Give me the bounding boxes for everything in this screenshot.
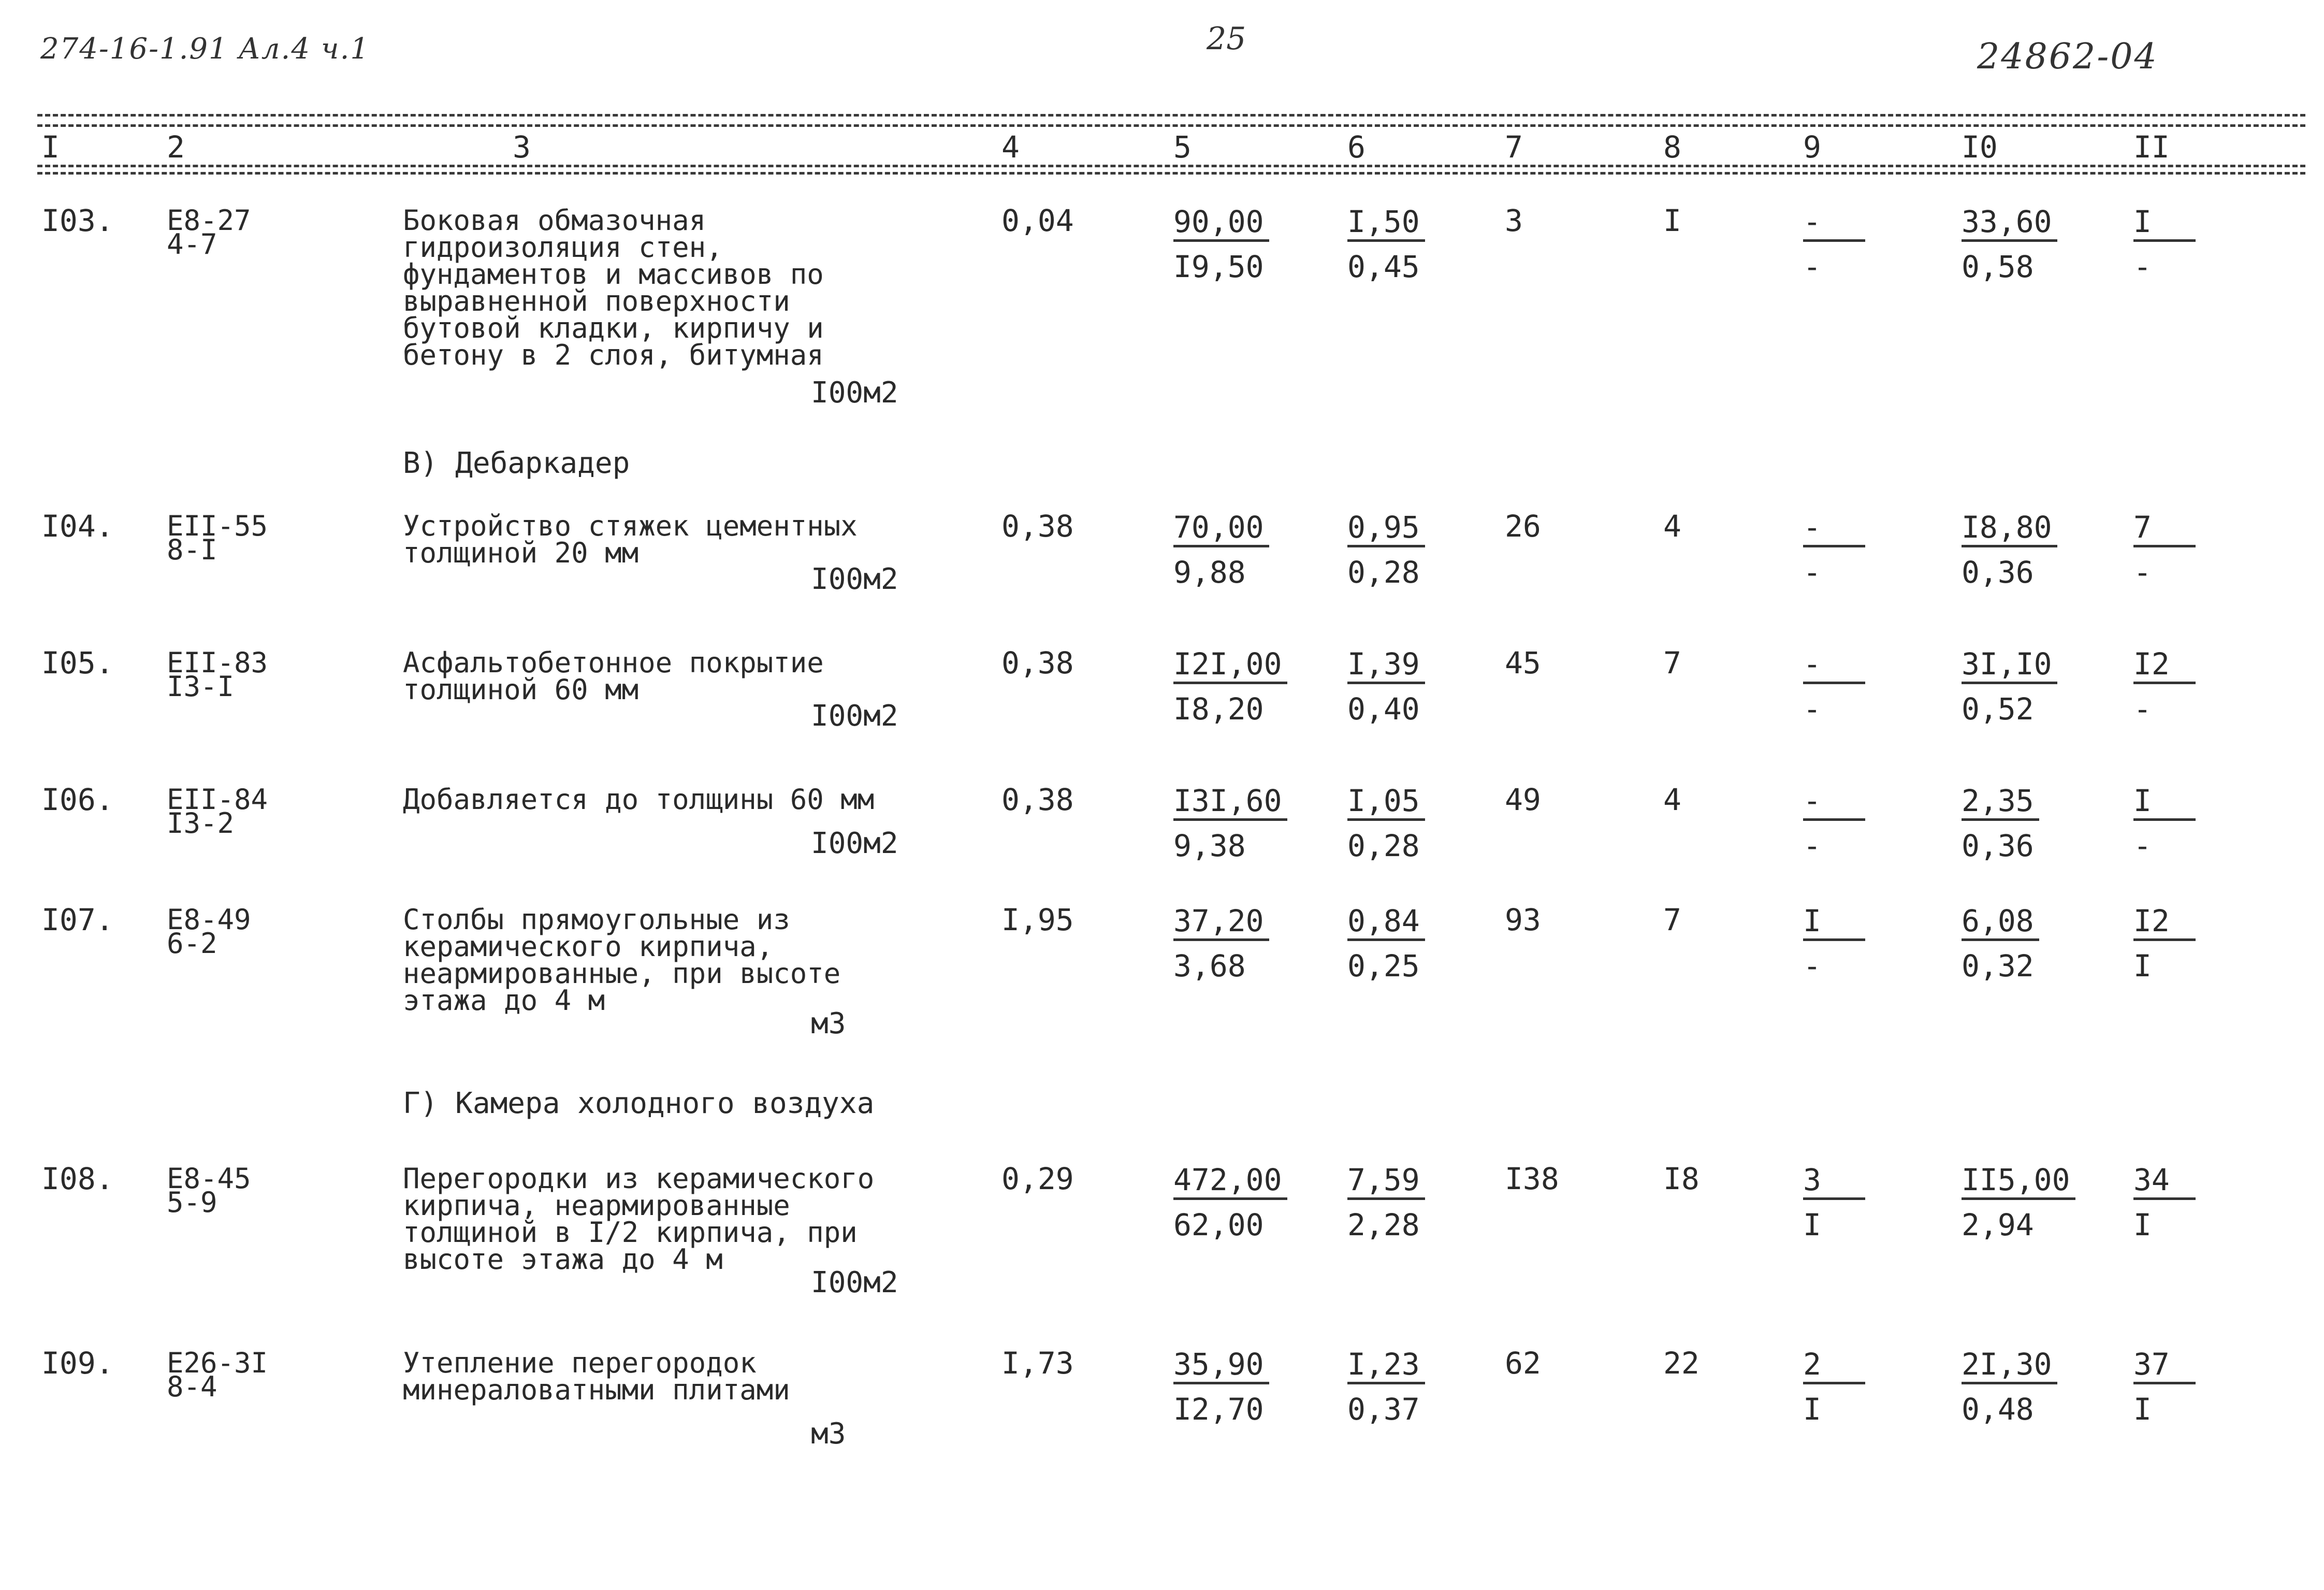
column-8-value: 7 bbox=[1663, 902, 1681, 937]
cost-fraction: I - bbox=[2133, 206, 2196, 282]
row-number: I06. bbox=[41, 782, 114, 817]
unit-of-measure: м3 bbox=[811, 1007, 846, 1040]
column-header-5: 5 bbox=[1173, 129, 1192, 165]
column-7-value: I38 bbox=[1505, 1161, 1559, 1196]
column-header-7: 7 bbox=[1505, 129, 1523, 165]
row-number: I09. bbox=[41, 1346, 114, 1381]
column-header-2: 2 bbox=[167, 129, 185, 165]
rate-code: EII-83 bbox=[167, 646, 268, 679]
rate-code: E8-27 bbox=[167, 204, 251, 237]
work-description: Боковая обмазочная гидроизоляция стен, фундаментов и массивов по выравненной поверхности бутовой кладки, кирпичу и бетону в 2 слоя, битумная bbox=[403, 204, 824, 371]
work-description: Утепление перегородок минераловатными плитами bbox=[403, 1347, 790, 1406]
quantity: 0,38 bbox=[1001, 645, 1074, 681]
cost-fraction: $\frac{3}{I}$ bbox=[1803, 1164, 1865, 1240]
column-8-value: 4 bbox=[1663, 782, 1681, 817]
rate-code: E8-49 bbox=[167, 903, 251, 936]
unit-of-measure: I00м2 bbox=[811, 1266, 898, 1299]
rate-code-suffix: 4-7 bbox=[167, 228, 217, 261]
column-8-value: 22 bbox=[1663, 1346, 1700, 1381]
cost-fraction: $\frac{37}{I}$ bbox=[2133, 1349, 2196, 1425]
column-8-value: I bbox=[1663, 203, 1681, 238]
column-7-value: 3 bbox=[1505, 203, 1523, 238]
cost-fraction: $\frac{34}{I}$ bbox=[2133, 1164, 2196, 1240]
cost-fraction: $\frac{70,00}{9,88}$ bbox=[1173, 512, 1269, 588]
row-number: I07. bbox=[41, 902, 114, 937]
cost-fraction: $\frac{2I,30}{0,48}$ bbox=[1962, 1349, 2057, 1425]
column-8-value: 7 bbox=[1663, 645, 1681, 681]
cost-fraction: $\frac{II5,00}{2,94}$ bbox=[1962, 1164, 2075, 1240]
cost-fraction: $\frac{I3I,60}{9,38}$ bbox=[1173, 785, 1287, 861]
quantity: I,73 bbox=[1001, 1346, 1074, 1381]
cost-fraction: $\frac{2}{I}$ bbox=[1803, 1349, 1865, 1425]
unit-of-measure: I00м2 bbox=[811, 699, 898, 733]
cost-fraction: $\frac{2,35}{0,36}$ bbox=[1962, 785, 2039, 861]
rate-code-suffix: 8-4 bbox=[167, 1370, 217, 1403]
column-header-8: 8 bbox=[1663, 129, 1681, 165]
column-7-value: 45 bbox=[1505, 645, 1541, 681]
table-top-rule-offset bbox=[37, 124, 2305, 127]
cost-fraction: - - bbox=[1803, 206, 1865, 282]
rate-code-suffix: 8-I bbox=[167, 533, 217, 566]
table-header-rule bbox=[37, 165, 2305, 167]
cost-fraction: $\frac{0,95}{0,28}$ bbox=[1347, 512, 1425, 588]
work-description: Асфальтобетонное покрытие толщиной 60 мм bbox=[403, 646, 824, 706]
cost-fraction: $\frac{472,00}{62,00}$ bbox=[1173, 1164, 1287, 1240]
quantity: I,95 bbox=[1001, 902, 1074, 937]
cost-fraction: $\frac{I,50}{0,45}$ bbox=[1347, 206, 1425, 282]
cost-fraction: $\frac{I,05}{0,28}$ bbox=[1347, 785, 1425, 861]
handwritten-reference: 274-16-1.91 Ал.4 ч.1 bbox=[40, 32, 370, 66]
unit-of-measure: I00м2 bbox=[811, 827, 898, 860]
cost-fraction: $\frac{37,20}{3,68}$ bbox=[1173, 905, 1269, 981]
work-description: Устройство стяжек цементных толщиной 20 мм bbox=[403, 510, 858, 569]
column-7-value: 93 bbox=[1505, 902, 1541, 937]
column-header-4: 4 bbox=[1001, 129, 1020, 165]
cost-fraction: $\frac{I,23}{0,37}$ bbox=[1347, 1349, 1425, 1425]
cost-fraction: - - bbox=[1803, 512, 1865, 588]
quantity: 0,38 bbox=[1001, 782, 1074, 817]
cost-fraction: $\frac{7,59}{2,28}$ bbox=[1347, 1164, 1425, 1240]
unit-of-measure: I00м2 bbox=[811, 376, 898, 410]
column-header-1: I bbox=[41, 129, 60, 165]
cost-fraction: - - bbox=[1803, 648, 1865, 725]
unit-of-measure: м3 bbox=[811, 1417, 846, 1451]
cost-fraction: I2 - bbox=[2133, 648, 2196, 725]
cost-fraction: $\frac{33,60}{0,58}$ bbox=[1962, 206, 2057, 282]
cost-fraction: I - bbox=[2133, 785, 2196, 861]
column-7-value: 62 bbox=[1505, 1346, 1541, 1381]
quantity: 0,38 bbox=[1001, 509, 1074, 544]
rate-code: EII-55 bbox=[167, 510, 268, 542]
cost-fraction: $\frac{35,90}{I2,70}$ bbox=[1173, 1349, 1269, 1425]
column-8-value: 4 bbox=[1663, 509, 1681, 544]
quantity: 0,04 bbox=[1001, 203, 1074, 238]
rate-code-suffix: I3-I bbox=[167, 670, 235, 703]
rate-code: E26-3I bbox=[167, 1347, 268, 1379]
quantity: 0,29 bbox=[1001, 1161, 1074, 1196]
cost-fraction: $\frac{90,00}{I9,50}$ bbox=[1173, 206, 1269, 282]
row-number: I05. bbox=[41, 645, 114, 681]
cost-fraction: $\frac{6,08}{0,32}$ bbox=[1962, 905, 2039, 981]
column-header-10: I0 bbox=[1962, 129, 1998, 165]
document-number: 24862-04 bbox=[1977, 36, 2158, 77]
page-number: 25 bbox=[1207, 21, 1246, 57]
row-number: I04. bbox=[41, 509, 114, 544]
row-number: I08. bbox=[41, 1161, 114, 1196]
rate-code: E8-45 bbox=[167, 1162, 251, 1195]
work-description: Столбы прямоугольные из керамического кирпича, неармированные, при высоте этажа до 4 м bbox=[403, 903, 841, 1017]
rate-code-suffix: 5-9 bbox=[167, 1186, 217, 1219]
cost-fraction: $\frac{3I,I0}{0,52}$ bbox=[1962, 648, 2057, 725]
cost-fraction: $\frac{I2}{I}$ bbox=[2133, 905, 2196, 981]
row-number: I03. bbox=[41, 203, 114, 238]
cost-fraction: $\frac{I8,80}{0,36}$ bbox=[1962, 512, 2057, 588]
table-top-rule bbox=[37, 114, 2305, 117]
unit-of-measure: I00м2 bbox=[811, 562, 898, 596]
rate-code-suffix: I3-2 bbox=[167, 807, 235, 840]
cost-fraction: - - bbox=[1803, 785, 1865, 861]
work-description: Перегородки из керамического кирпича, неармированные толщиной в I/2 кирпича, при высоте этажа до 4 м bbox=[403, 1162, 875, 1276]
cost-fraction: $\frac{0,84}{0,25}$ bbox=[1347, 905, 1425, 981]
column-7-value: 49 bbox=[1505, 782, 1541, 817]
cost-fraction: I - bbox=[1803, 905, 1865, 981]
cost-fraction: $\frac{I,39}{0,40}$ bbox=[1347, 648, 1425, 725]
cost-fraction: 7 - bbox=[2133, 512, 2196, 588]
table-header-rule-offset bbox=[37, 172, 2305, 175]
column-7-value: 26 bbox=[1505, 509, 1541, 544]
rate-code-suffix: 6-2 bbox=[167, 927, 217, 960]
section-heading: В) Дебаркадер bbox=[403, 446, 630, 480]
column-8-value: I8 bbox=[1663, 1161, 1700, 1196]
column-header-3: 3 bbox=[513, 129, 531, 165]
column-header-11: II bbox=[2133, 129, 2170, 165]
work-description: Добавляется до толщины 60 мм bbox=[403, 783, 875, 816]
rate-code: EII-84 bbox=[167, 783, 268, 816]
section-heading: Г) Камера холодного воздуха bbox=[403, 1087, 875, 1120]
column-header-6: 6 bbox=[1347, 129, 1366, 165]
column-header-9: 9 bbox=[1803, 129, 1821, 165]
cost-fraction: $\frac{I2I,00}{I8,20}$ bbox=[1173, 648, 1287, 725]
